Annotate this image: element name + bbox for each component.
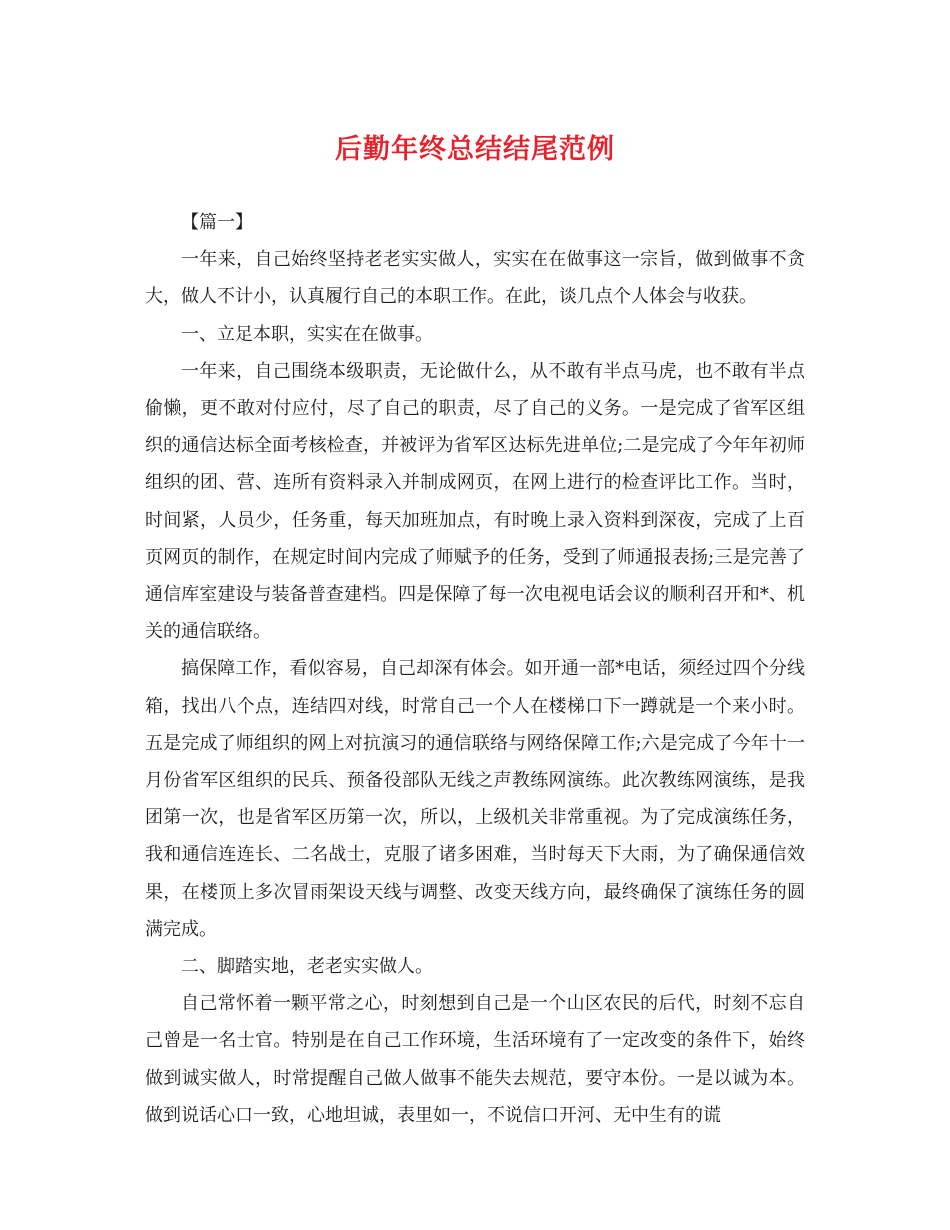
paragraph-conduct: 自己常怀着一颗平常之心，时刻想到自己是一个山区农民的后代，时刻不忘自己曾是一名士官。特别是在自己工作环境，生活环境有了一定改变的条件下，始终做到诚实做人，时常提醒自己做人做事不能失去规范，要守本份。一是以诚为本。做到说话心口一致，心地坦诚，表里如一，不说信口开河、无中生有的谎 <box>145 993 805 1126</box>
paragraph-work-summary: 一年来，自己围绕本级职责，无论做什么，从不敢有半点马虎，也不敢有半点偷懒，更不敢对付应付，尽了自己的职责，尽了自己的义务。一是完成了省军区组织的通信达标全面考核检查，并被评为省军区达标先进单位;二是完成了今年年初师组织的团、营、连所有资料录入并制成网页，在网上进行的检查评比工作。当时，时间紧，人员少，任务重，每天加班加点，有时晚上录入资料到深夜，完成了上百页网页的制作，在规定时间内完成了师赋予的任务，受到了师通报表扬;三是完善了通信库室建设与装备普查建档。四是保障了每一次电视电话会议的顺利召开和*、机关的通信联络。 <box>145 360 805 643</box>
document-body <box>145 204 805 1134</box>
paragraph-heading-one: 一、立足本职，实实在在做事。 <box>181 323 433 345</box>
document-title: 后勤年终总结结尾范例 <box>335 134 615 165</box>
paragraph-heading-two: 二、脚踏实地，老老实实做人。 <box>181 956 433 978</box>
paragraph-intro: 一年来，自己始终坚持老老实实做人，实实在在做事这一宗旨，做到做事不贪大，做人不计小，认真履行自己的本职工作。在此，谈几点个人体会与收获。 <box>145 249 805 308</box>
paragraph-section-label: 【篇一】 <box>181 212 253 233</box>
paragraph-support-work: 搞保障工作，看似容易，自己却深有体会。如开通一部*电话，须经过四个分线箱，找出八个点，连结四对线，时常自己一个人在楼梯口下一蹲就是一个来小时。五是完成了师组织的网上对抗演习的通信联络与网络保障工作;六是完成了今年十一月份省军区组织的民兵、预备役部队无线之声教练网演练。此次教练网演练，是我团第一次，也是省军区历第一次，所以，上级机关非常重视。为了完成演练任务，我和通信连连长、二名战士，克服了诸多困难，当时每天下大雨，为了确保通信效果，在楼顶上多次冒雨架设天线与调整、改变天线方向，最终确保了演练任务的圆满完成。 <box>145 658 805 940</box>
